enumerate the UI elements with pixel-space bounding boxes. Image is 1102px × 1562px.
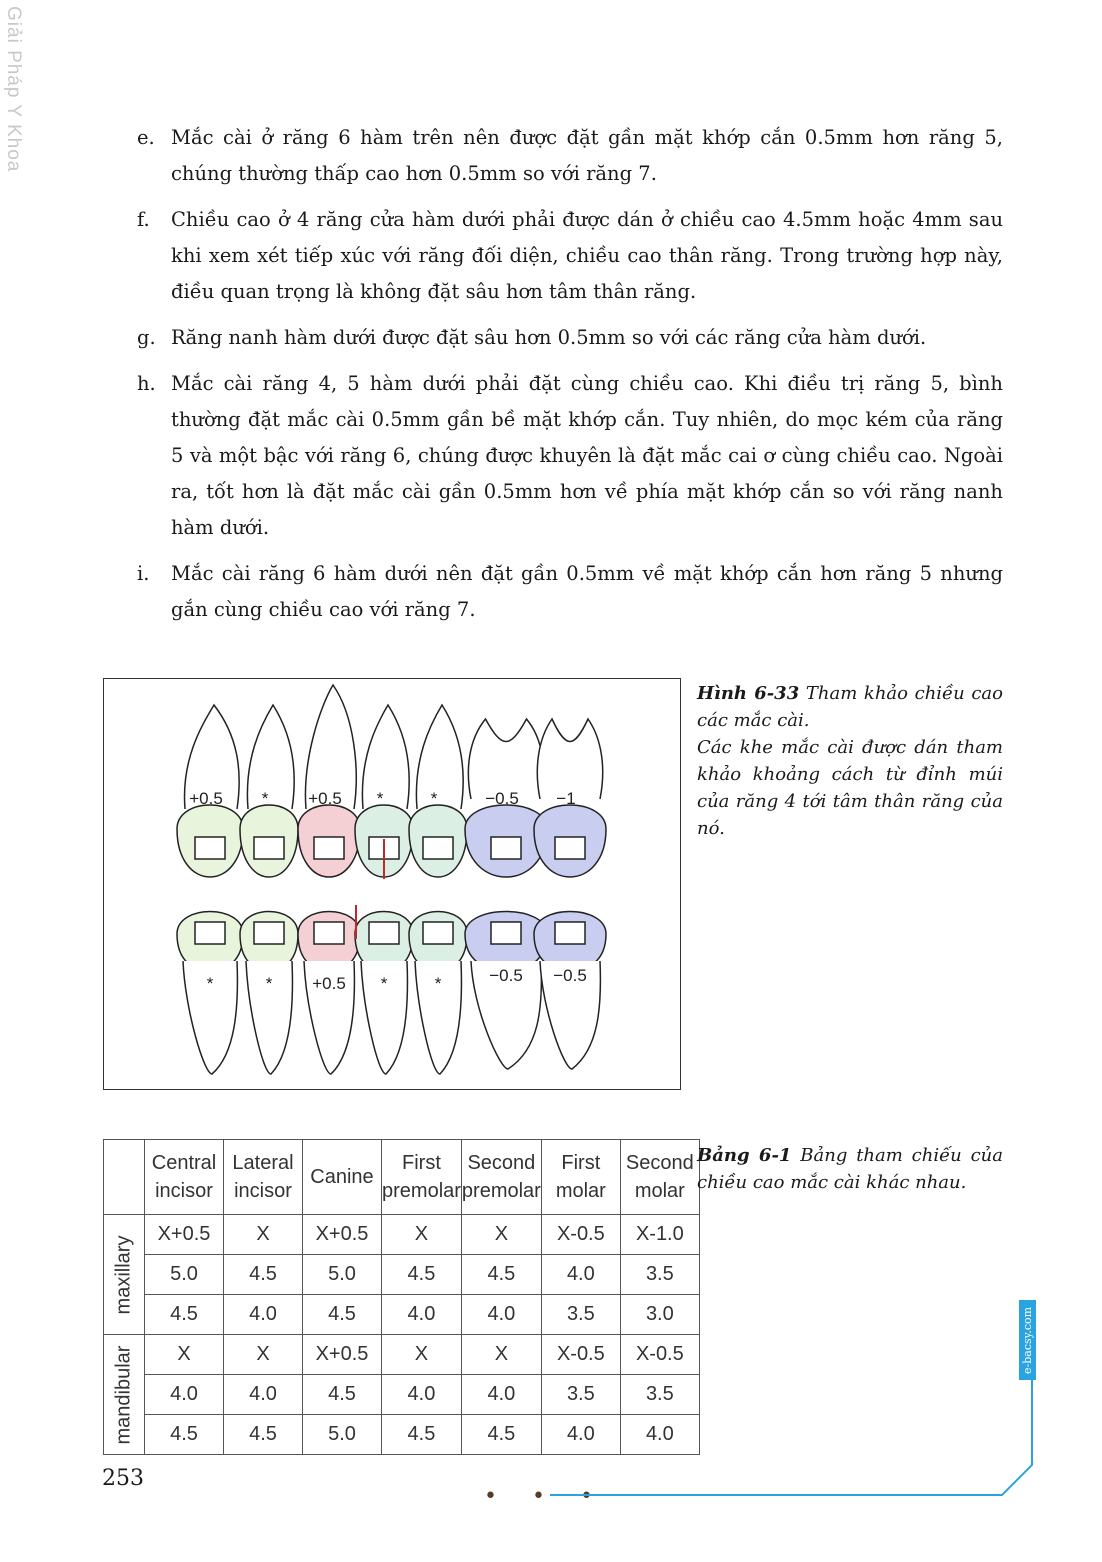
column-header	[382, 1140, 462, 1215]
table-cell: 3.5	[620, 1375, 699, 1415]
table-row	[104, 1295, 700, 1335]
table-cell: X	[461, 1215, 541, 1255]
lower-height-label: *	[434, 974, 442, 993]
list-item-label: e.	[137, 126, 155, 149]
table-cell: 4.5	[382, 1415, 462, 1455]
upper-height-label: *	[430, 789, 438, 808]
table-cell: X+0.5	[303, 1335, 382, 1375]
lower-height-label: +0.5	[312, 974, 346, 993]
column-header-line: molar	[555, 1180, 606, 1202]
upper-bracket	[314, 837, 344, 859]
page-number: 253	[102, 1466, 144, 1491]
upper-height-label: *	[376, 789, 384, 808]
lower-bracket	[491, 922, 521, 944]
upper-bracket	[491, 837, 521, 859]
row-group-label	[104, 1335, 145, 1455]
lower-height-label: −0.5	[553, 966, 587, 985]
table-row	[104, 1255, 700, 1295]
table-cell: 4.5	[224, 1415, 303, 1455]
upper-tooth-root	[468, 719, 543, 799]
table-cell: X+0.5	[145, 1215, 224, 1255]
row-group-text: mandibular	[112, 1345, 135, 1444]
table-cell: 4.5	[145, 1295, 224, 1335]
table-cell: 4.0	[541, 1255, 620, 1295]
upper-height-label: *	[261, 789, 269, 808]
row-group-label	[104, 1215, 145, 1335]
upper-tooth-root	[362, 705, 409, 809]
column-header-line: First	[402, 1152, 441, 1174]
table-cell: X-0.5	[541, 1335, 620, 1375]
table-cell: 4.5	[145, 1415, 224, 1455]
upper-height-label: +0.5	[189, 789, 223, 808]
table-cell: 5.0	[145, 1255, 224, 1295]
column-header	[145, 1140, 224, 1215]
upper-tooth-root	[247, 705, 294, 809]
table-caption-label: Bảng 6-1	[697, 1145, 792, 1166]
lower-bracket	[369, 922, 399, 944]
table-cell: 4.0	[620, 1415, 699, 1455]
lower-height-label: *	[380, 974, 388, 993]
lower-bracket	[254, 922, 284, 944]
column-header-line: First	[561, 1152, 601, 1174]
brand-tag: e-bacsy.com	[1019, 1300, 1036, 1380]
table-cell: 4.5	[303, 1295, 382, 1335]
item-list	[137, 120, 1003, 638]
table-cell: X	[224, 1215, 303, 1255]
column-header-line: Central	[151, 1152, 217, 1174]
list-item-label: g.	[137, 326, 156, 349]
column-header-line: incisor	[155, 1180, 213, 1202]
upper-tooth-root	[416, 705, 463, 809]
table-cell: X-0.5	[541, 1215, 620, 1255]
column-header-line: molar	[634, 1180, 685, 1202]
table-cell: 4.0	[145, 1375, 224, 1415]
column-header	[303, 1140, 382, 1215]
upper-height-label: +0.5	[308, 789, 342, 808]
upper-bracket	[423, 837, 453, 859]
lower-bracket	[314, 922, 344, 944]
figure-caption-text2: Các khe mắc cài được dán tham khảo khoảng cách từ đỉnh múi của răng 4 tới tâm thân răng của nó.	[697, 737, 1003, 839]
table-corner	[104, 1140, 145, 1215]
column-header-line: incisor	[234, 1180, 292, 1202]
list-item-label: f.	[137, 208, 150, 231]
table-cell: X	[145, 1335, 224, 1375]
table-cell: X-0.5	[620, 1335, 699, 1375]
column-header-line: Lateral	[232, 1152, 294, 1174]
table-cell: 4.0	[541, 1415, 620, 1455]
column-header-line: Second	[625, 1152, 694, 1174]
list-item-label: h.	[137, 372, 156, 395]
table-cell: 5.0	[303, 1415, 382, 1455]
list-item	[137, 120, 1003, 192]
table-cell: X	[461, 1335, 541, 1375]
table-cell: 3.5	[541, 1295, 620, 1335]
list-item-text: Mắc cài ở răng 6 hàm trên nên được đặt gần mặt khớp cắn 0.5mm hơn răng 5, chúng thường thấp cao hơn 0.5mm so với răng 7.	[171, 126, 1003, 185]
table-cell: 3.0	[620, 1295, 699, 1335]
table-cell: 4.0	[461, 1375, 541, 1415]
table-cell: 4.0	[461, 1295, 541, 1335]
lower-height-label: *	[206, 974, 214, 993]
column-header-line: premolar	[382, 1180, 461, 1202]
teeth-diagram	[104, 679, 680, 1089]
upper-bracket	[555, 837, 585, 859]
upper-height-label: −1	[556, 789, 576, 808]
list-item-text: Chiều cao ở 4 răng cửa hàm dưới phải được dán ở chiều cao 4.5mm hoặc 4mm sau khi xem xét tiếp xúc với răng đối diện, chiều cao thân răng. Trong trường hợp này, điều quan trọng là không đặt sâu hơn tâm thân răng.	[171, 208, 1003, 303]
list-item-text: Mắc cài răng 6 hàm dưới nên đặt gần 0.5mm về mặt khớp cắn hơn răng 5 nhưng gắn cùng chiều cao với răng 7.	[171, 562, 1003, 621]
list-item-text: Mắc cài răng 4, 5 hàm dưới phải đặt cùng chiều cao. Khi điều trị răng 5, bình thường đặt mắc cài 0.5mm gần bề mặt khớp cắn. Tuy nhiên, do mọc kém của răng 5 và một bậc với răng 6, chúng được khuyên là đặt mắc cai ơ cùng chiều cao. Ngoài ra, tốt hơn là đặt mắc cài gần 0.5mm hơn về phía mặt khớp cắn so với răng nanh hàm dưới.	[171, 372, 1003, 539]
column-header-line: Second	[467, 1152, 536, 1174]
table-cell: X+0.5	[303, 1215, 382, 1255]
figure-caption	[697, 680, 1003, 842]
table-cell: 4.5	[461, 1255, 541, 1295]
lower-height-label: *	[265, 974, 273, 993]
upper-tooth-root	[537, 719, 602, 799]
column-header	[541, 1140, 620, 1215]
upper-height-label: −0.5	[485, 789, 519, 808]
list-item	[137, 202, 1003, 310]
row-group-text: maxillary	[112, 1235, 135, 1314]
table-caption	[697, 1142, 1003, 1196]
upper-bracket	[195, 837, 225, 859]
footer-dots: • • •	[484, 1484, 607, 1509]
table-row	[104, 1335, 700, 1375]
table-cell: X	[224, 1335, 303, 1375]
table-cell: 3.5	[541, 1375, 620, 1415]
footer-line	[540, 1370, 1040, 1500]
watermark: Giải Pháp Y Khoa	[3, 6, 24, 173]
table-cell: 5.0	[303, 1255, 382, 1295]
tooth-figure	[103, 678, 681, 1090]
column-header	[620, 1140, 699, 1215]
table-cell: 4.5	[461, 1415, 541, 1455]
table-cell: X	[382, 1215, 462, 1255]
table-cell: 4.5	[382, 1255, 462, 1295]
table-cell: 3.5	[620, 1255, 699, 1295]
list-item	[137, 320, 1003, 356]
table-cell: 4.0	[382, 1375, 462, 1415]
list-item-label: i.	[137, 562, 150, 585]
lower-bracket	[555, 922, 585, 944]
table-cell: 4.5	[224, 1255, 303, 1295]
lower-bracket	[423, 922, 453, 944]
table-cell: 4.5	[303, 1375, 382, 1415]
list-item	[137, 366, 1003, 546]
column-header-line: premolar	[461, 1180, 541, 1202]
table-cell: 4.0	[224, 1375, 303, 1415]
column-header	[224, 1140, 303, 1215]
lower-height-label: −0.5	[489, 966, 523, 985]
table-cell: X	[382, 1335, 462, 1375]
upper-bracket	[254, 837, 284, 859]
table-cell: X-1.0	[620, 1215, 699, 1255]
list-item	[137, 556, 1003, 628]
table-caption-text: Bảng tham chiếu của chiều cao mắc cài khác nhau.	[697, 1145, 1003, 1193]
column-header-line: Canine	[310, 1166, 374, 1188]
lower-bracket	[195, 922, 225, 944]
table-row	[104, 1215, 700, 1255]
figure-caption-text: Tham khảo chiều cao các mắc cài.	[697, 683, 1003, 731]
column-header	[461, 1140, 541, 1215]
figure-caption-label: Hình 6-33	[697, 683, 800, 704]
table-cell: 4.0	[224, 1295, 303, 1335]
table-cell: 4.0	[382, 1295, 462, 1335]
list-item-text: Răng nanh hàm dưới được đặt sâu hơn 0.5mm so với các răng cửa hàm dưới.	[171, 326, 927, 349]
